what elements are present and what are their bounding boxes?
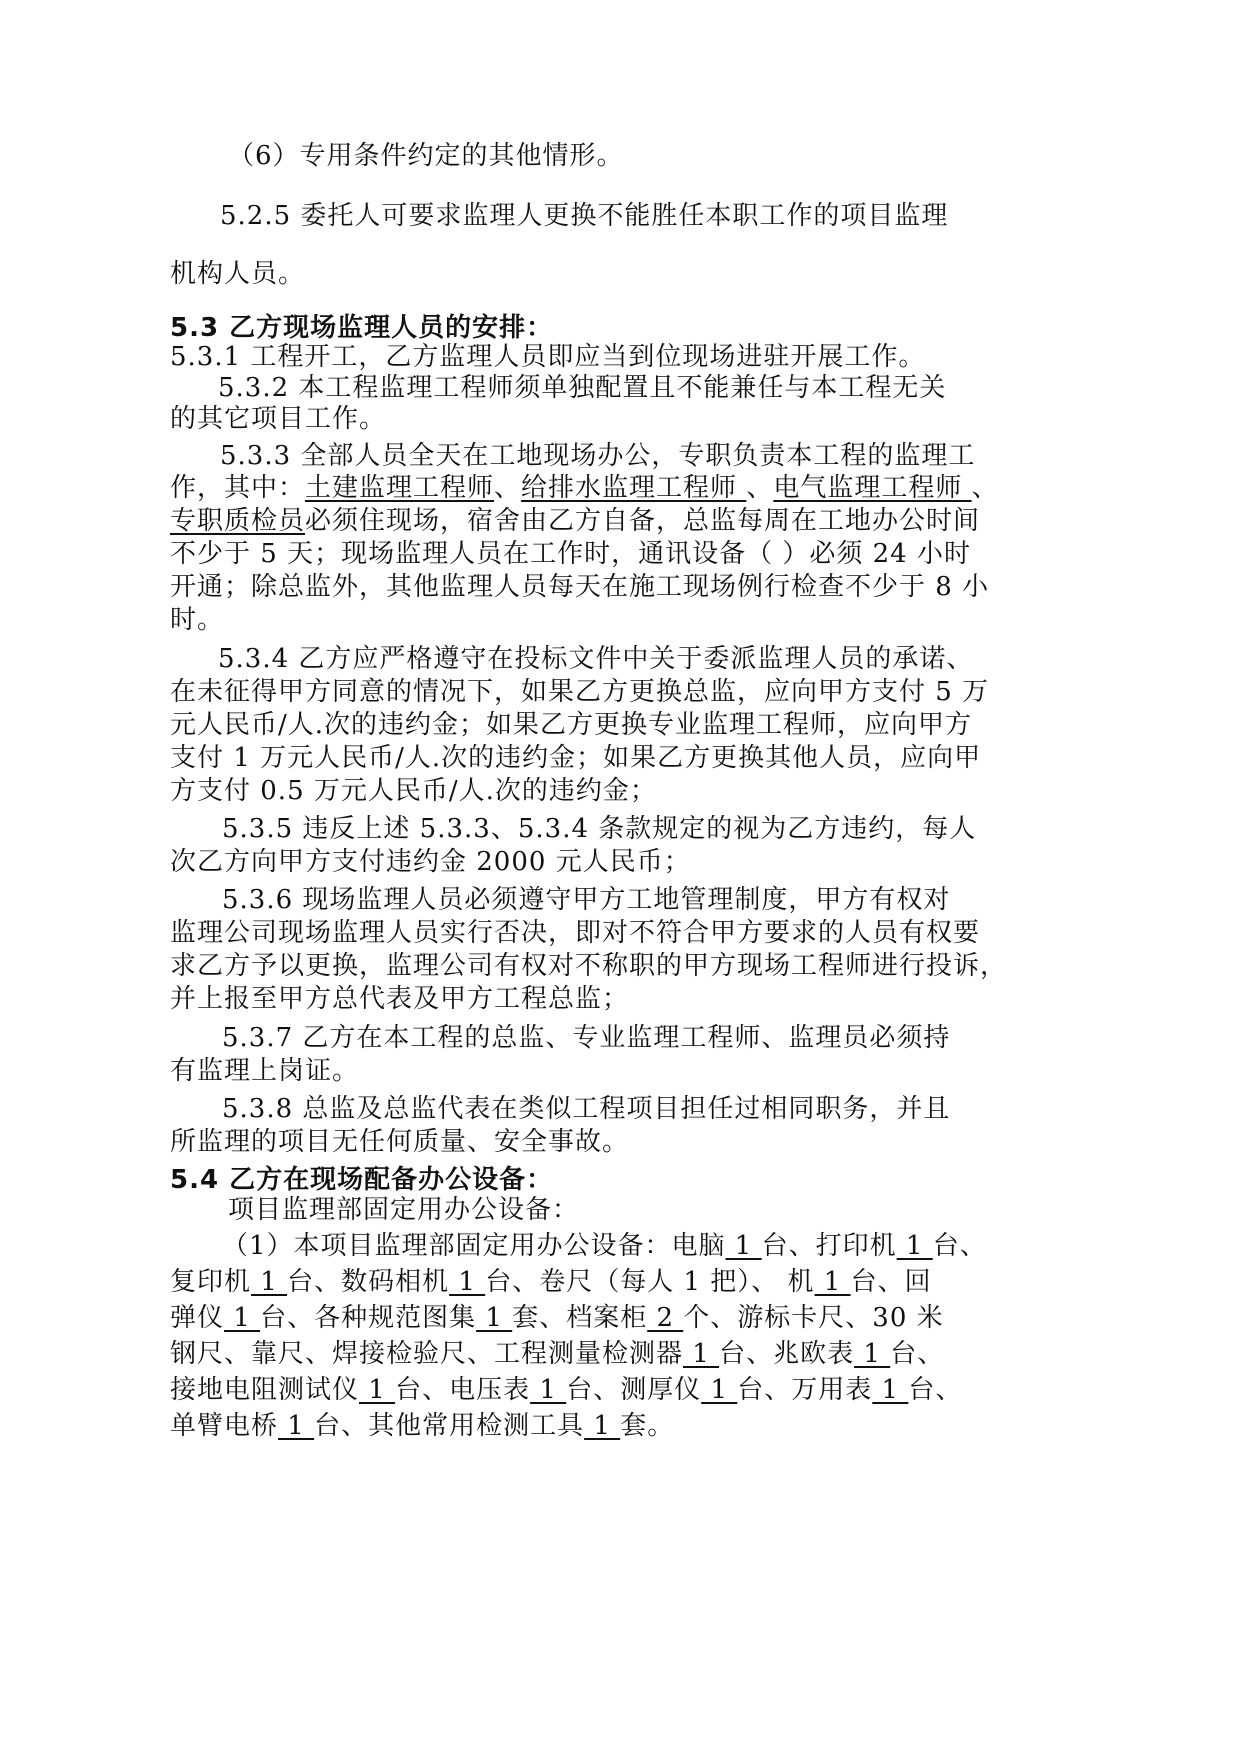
text-segment: 项目监理部固定用办公设备： xyxy=(228,1195,580,1225)
text-segment: 台、数码相机 xyxy=(287,1267,450,1297)
text-segment: 5.3.3 全部人员全天在工地现场办公，专职负责本工程的监理工 xyxy=(220,441,976,471)
underlined-field: 电气监理工程师 xyxy=(773,473,972,503)
text-segment: 、 xyxy=(746,473,774,503)
text-line xyxy=(170,604,224,636)
underlined-field: 1 xyxy=(872,1375,909,1405)
text-segment: 钢尺、靠尺、焊接检验尺、工程测量检测器 xyxy=(170,1339,684,1369)
text-line xyxy=(170,846,691,878)
text-line xyxy=(170,917,980,949)
underlined-field: 1 xyxy=(725,1231,762,1261)
text-line xyxy=(170,1266,932,1298)
underlined-field: 1 xyxy=(854,1339,891,1369)
text-line xyxy=(170,538,971,570)
section-heading xyxy=(170,312,553,344)
underlined-field: 1 xyxy=(251,1267,288,1297)
text-line xyxy=(170,709,972,741)
text-segment: 的其它项目工作。 xyxy=(170,404,387,434)
text-line xyxy=(170,1410,674,1442)
text-segment: 机构人员。 xyxy=(170,259,306,289)
text-segment: 台、 xyxy=(932,1231,987,1261)
text-segment: 有监理上岗证。 xyxy=(170,1056,360,1086)
text-line xyxy=(170,1126,629,1158)
underlined-field: 1 xyxy=(449,1267,486,1297)
text-segment: 支付 1 万元人民币/人.次的违约金；如果乙方更换其他人员，应向甲 xyxy=(170,743,982,773)
underlined-field: 2 xyxy=(647,1303,684,1333)
text-segment: 接地电阻测试仪 xyxy=(170,1375,360,1405)
text-segment: 、 xyxy=(494,473,522,503)
text-segment: 单臂电桥 xyxy=(170,1411,279,1441)
text-segment: （6）专用条件约定的其他情形。 xyxy=(228,141,624,171)
text-segment: 个、游标卡尺、30 米 xyxy=(683,1303,944,1333)
text-segment: 开通；除总监外，其他监理人员每天在施工现场例行检查不少于 8 小 xyxy=(170,572,990,602)
text-segment: 作，其中： xyxy=(170,473,306,503)
underlined-field: 1 xyxy=(683,1339,720,1369)
text-segment: 在未征得甲方同意的情况下，如果乙方更换总监，应向甲方支付 5 万 xyxy=(170,677,990,707)
underlined-field: 1 xyxy=(476,1303,513,1333)
text-line xyxy=(170,1338,944,1370)
underlined-field: 专职质检员 xyxy=(170,506,306,536)
underlined-field: 1 xyxy=(530,1375,567,1405)
text-segment: 5.3.2 本工程监理工程师须单独配置且不能兼任与本工程无关 xyxy=(218,373,947,403)
text-line xyxy=(170,950,1007,982)
text-segment: 套、档案柜 xyxy=(512,1303,648,1333)
text-segment: 5.2.5 委托人可要求监理人更换不能胜任本职工作的项目监理 xyxy=(220,201,949,231)
text-line xyxy=(170,571,989,603)
text-line xyxy=(222,813,976,845)
text-segment: 时。 xyxy=(170,605,225,635)
text-line xyxy=(170,341,925,373)
text-segment: 必须住现场，宿舍由乙方自备，总监每周在工地办公时间 xyxy=(305,506,981,536)
underlined-field: 1 xyxy=(359,1375,396,1405)
text-line xyxy=(170,983,629,1015)
text-segment: 弹仪 xyxy=(170,1303,225,1333)
text-segment: 台、万用表 xyxy=(737,1375,873,1405)
underlined-field: 土建监理工程师 xyxy=(305,473,495,503)
text-line xyxy=(170,258,305,290)
text-segment: 5.3.8 总监及总监代表在类似工程项目担任过相同职务，并且 xyxy=(222,1094,951,1124)
text-line xyxy=(170,505,980,537)
text-segment: 台、 xyxy=(908,1375,963,1405)
text-line xyxy=(222,1022,950,1054)
text-segment: 并上报至甲方总代表及甲方工程总监； xyxy=(170,984,630,1014)
text-line xyxy=(222,884,950,916)
text-line xyxy=(170,472,999,504)
text-line xyxy=(170,775,657,807)
underlined-field: 1 xyxy=(814,1267,851,1297)
text-segment: 5.3.5 违反上述 5.3.3、5.3.4 条款规定的视为乙方违约，每人 xyxy=(222,814,977,844)
text-segment: 5.3 乙方现场监理人员的安排： xyxy=(170,313,554,343)
text-segment: 台、兆欧表 xyxy=(719,1339,855,1369)
text-segment: 5.3.1 工程开工，乙方监理人员即应当到位现场进驻开展工作。 xyxy=(170,342,926,372)
text-segment: 元人民币/人.次的违约金；如果乙方更换专业监理工程师，应向甲方 xyxy=(170,710,973,740)
underlined-field: 1 xyxy=(896,1231,933,1261)
text-segment: （1）本项目监理部固定用办公设备：电脑 xyxy=(222,1231,726,1261)
underlined-field: 1 xyxy=(584,1411,621,1441)
text-line xyxy=(170,1302,944,1334)
text-segment: 5.3.7 乙方在本工程的总监、专业监理工程师、监理员必须持 xyxy=(222,1023,951,1053)
text-segment: 监理公司现场监理人员实行否决，即对不符合甲方要求的人员有权要 xyxy=(170,918,981,948)
text-segment: 台、各种规范图集 xyxy=(260,1303,477,1333)
text-segment: 台、打印机 xyxy=(761,1231,897,1261)
text-segment: 套。 xyxy=(620,1411,675,1441)
text-line xyxy=(222,1093,950,1125)
underlined-field: 给排水监理工程师 xyxy=(521,473,747,503)
text-segment: 5.4 乙方在现场配备办公设备： xyxy=(170,1165,554,1195)
text-line xyxy=(170,1374,962,1406)
text-segment: 5.3.4 乙方应严格遵守在投标文件中关于委派监理人员的承诺、 xyxy=(218,644,974,674)
underlined-field: 1 xyxy=(701,1375,738,1405)
text-line xyxy=(220,440,975,472)
text-segment: 台、测厚仪 xyxy=(566,1375,702,1405)
text-line xyxy=(170,1055,359,1087)
underlined-field: 1 xyxy=(224,1303,261,1333)
text-segment: 5.3.6 现场监理人员必须遵守甲方工地管理制度，甲方有权对 xyxy=(222,885,951,915)
text-segment: 台、回 xyxy=(850,1267,932,1297)
text-segment: 求乙方予以更换，监理公司有权对不称职的甲方现场工程师进行投诉， xyxy=(170,951,1008,981)
text-line xyxy=(220,200,948,232)
text-segment: 台、其他常用检测工具 xyxy=(314,1411,585,1441)
text-segment: 台、 xyxy=(890,1339,945,1369)
text-line xyxy=(170,742,981,774)
text-segment: 所监理的项目无任何质量、安全事故。 xyxy=(170,1127,630,1157)
text-segment: 不少于 5 天；现场监理人员在工作时，通讯设备（ ）必须 24 小时 xyxy=(170,539,971,569)
text-segment: 、 xyxy=(971,473,999,503)
text-line xyxy=(170,676,989,708)
text-segment: 次乙方向甲方支付违约金 2000 元人民币； xyxy=(170,847,691,877)
text-line xyxy=(170,403,386,435)
text-line xyxy=(218,643,973,675)
text-segment: 台、电压表 xyxy=(395,1375,531,1405)
text-segment: 复印机 xyxy=(170,1267,252,1297)
text-line xyxy=(228,140,624,172)
text-line xyxy=(222,1230,987,1262)
text-segment: 台、卷尺（每人 1 把）、 机 xyxy=(485,1267,815,1297)
underlined-field: 1 xyxy=(278,1411,315,1441)
text-line xyxy=(218,372,946,404)
text-line xyxy=(228,1194,579,1226)
section-heading xyxy=(170,1164,553,1196)
text-segment: 方支付 0.5 万元人民币/人.次的违约金； xyxy=(170,776,657,806)
